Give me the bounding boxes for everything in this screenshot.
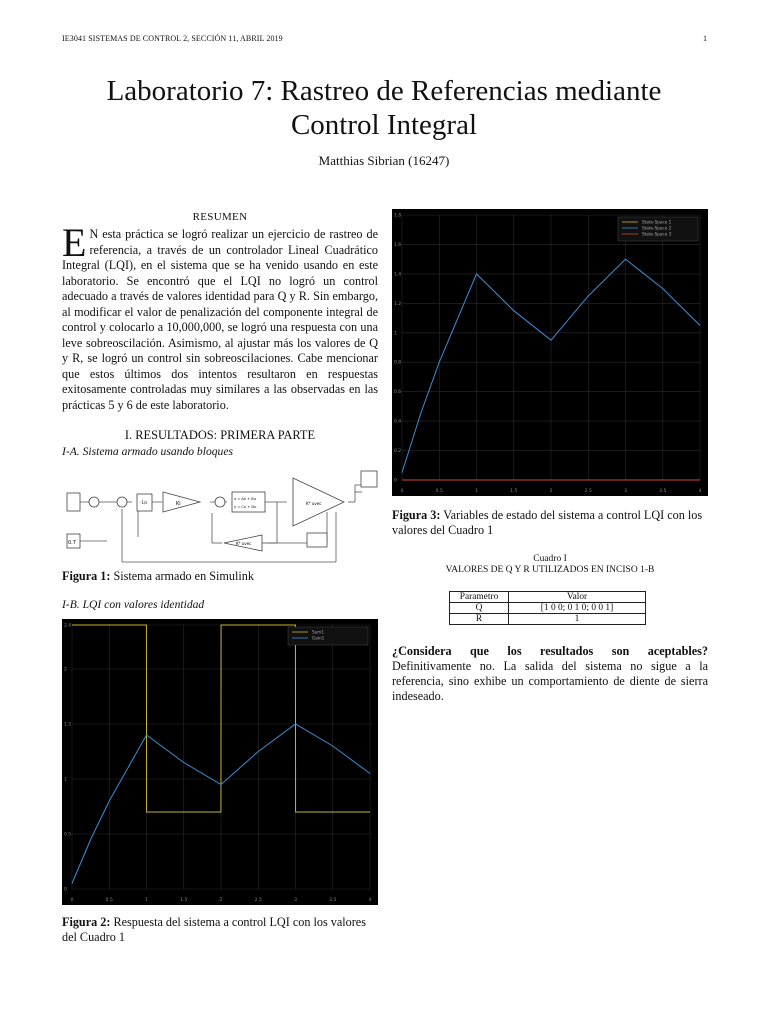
abstract-text: N esta práctica se logró realizar un ejercicio de rastreo de referencia, a través de un controlador Lineal Cuadrático Integral (LQI), en el sistema que se ha venido usando en este laboratorio. Se encontró que el LQI no logró un control adecuado a través de valores identidad para Q y R. Sin embargo, al modificar el valor de penalización del componente integral de control y colocarlo a 10,000,000, se logró una respuesta con una leve sobreoscilación. Asimismo, al ajustar más los valores de Q y R, se logró un control sin sobreoscilaciones. Cabe mencionar que estos últimos dos intentos resultaron en respuestas exitosamente controladas muy similares a las observadas en las prácticas 5 y 6 de este laboratorio.	[62, 227, 378, 412]
step-label: 0.7	[68, 540, 76, 546]
y-tick-label: 0	[64, 887, 67, 893]
x-tick-label: 2.5	[254, 898, 262, 903]
x-tick-label: 1	[475, 489, 478, 494]
x-tick-label: 0	[400, 489, 404, 494]
ki-label: Ki	[176, 501, 181, 507]
subsection-a: I-A. Sistema armado usando bloques	[62, 445, 233, 458]
title-line-2: Control Integral	[290, 109, 478, 141]
legend-entry: State-Space 1	[642, 219, 672, 225]
x-tick-label: 2	[549, 489, 553, 494]
y-tick-label: 1.4	[394, 272, 402, 278]
y-tick-label: 0.8	[394, 360, 402, 366]
y-tick-label: 1.5	[64, 722, 72, 728]
scope-block	[307, 533, 327, 547]
y-tick-label: 1.6	[394, 242, 402, 248]
sum-block-2	[117, 497, 127, 507]
x-tick-label: 0	[70, 898, 74, 903]
ki-gain-block	[163, 492, 200, 512]
sum-block-3	[215, 497, 225, 507]
legend-entry: Gain1	[312, 635, 325, 641]
x-tick-label: 0.5	[435, 489, 443, 494]
x-tick-label: 2	[219, 898, 223, 903]
figure-2-chart	[62, 619, 378, 905]
figure-3-caption	[392, 508, 708, 538]
y-tick-label: 1	[64, 777, 67, 783]
subsection-b: I-B. LQI con valores identidad	[62, 598, 205, 611]
table-header-row	[450, 592, 646, 603]
y-tick-label: 1	[394, 331, 397, 337]
figure-1-label: Figura 1:	[62, 569, 111, 583]
x-tick-label: 2.5	[584, 489, 592, 494]
figure-1-text: Sistema armado en Simulink	[110, 569, 254, 583]
figure-3-svg	[392, 209, 708, 496]
scope-block-2	[361, 471, 377, 487]
y-tick-label: 2.4	[64, 623, 72, 629]
figure-3-label: Figura 3:	[392, 508, 441, 522]
legend-entry: State-Space 2	[642, 225, 672, 231]
figure-1-caption	[62, 569, 378, 584]
c-gain-label: K* uvec	[306, 501, 322, 506]
x-tick-label: 4	[698, 489, 702, 494]
y-tick-label: 0.2	[394, 449, 402, 455]
figure-2-text: Respuesta del sistema a control LQI con los valores del Cuadro 1	[62, 915, 366, 944]
legend-entry: Sum1	[312, 629, 325, 635]
figure-2-caption	[62, 915, 378, 945]
figure-3-chart	[392, 209, 708, 496]
x-tick-label: 1.5	[180, 898, 188, 903]
running-header: IE3041 SISTEMAS DE CONTROL 2, SECCIÓN 11, ABRIL 2019	[62, 34, 283, 43]
table-cell: R	[450, 614, 509, 625]
answer-text: Definitivamente no. La salida del sistema no sigue a la referencia, sino exhibe un comportamiento de diente de sierra indeseado.	[392, 659, 708, 703]
x-tick-label: 3	[624, 489, 627, 494]
table-header-value: Valor	[509, 592, 646, 603]
params-table	[449, 591, 646, 625]
table-cell: [1 0 0; 0 1 0; 0 0 1]	[509, 603, 646, 614]
simulink-diagram	[62, 465, 378, 565]
abstract	[62, 220, 378, 413]
table-row	[450, 614, 646, 625]
table-row	[450, 603, 646, 614]
table-cell: 1	[509, 614, 646, 625]
title-line-1: Laboratorio 7: Rastreo de Referencias mediante	[106, 75, 662, 107]
x-tick-label: 0.5	[105, 898, 113, 903]
table-caption	[392, 554, 708, 576]
x-tick-label: 1	[145, 898, 148, 903]
drop-cap: E	[62, 220, 87, 265]
y-tick-label: 0	[394, 478, 397, 484]
figure-2-svg	[62, 619, 378, 905]
figure-2-label: Figura 2:	[62, 915, 111, 929]
y-tick-label: 0.6	[394, 390, 402, 396]
x-tick-label: 3.5	[659, 489, 667, 494]
simulink-svg	[62, 465, 378, 565]
x-tick-label: 1.5	[510, 489, 518, 494]
signal-generator-block	[67, 493, 80, 511]
y-tick-label: 1.2	[394, 301, 402, 307]
y-tick-label: 1.8	[394, 213, 402, 219]
table-header-param: Parametro	[450, 592, 509, 603]
page-number: 1	[703, 34, 707, 43]
ss-eq-1: x = Ax + Bu	[234, 497, 257, 501]
y-tick-label: 0.4	[394, 419, 402, 425]
author: Matthias Sibrian (16247)	[318, 153, 450, 168]
table-title: VALORES DE Q Y R UTILIZADOS EN INCISO 1-B	[445, 565, 655, 575]
legend-box	[288, 627, 368, 645]
discussion-paragraph	[392, 644, 708, 704]
ss-eq-2: y = Cx + Du	[234, 505, 257, 509]
state-space-block	[232, 492, 265, 512]
y-tick-label: 2	[64, 667, 67, 673]
section-heading: I. RESULTADOS: PRIMERA PARTE	[124, 428, 316, 442]
integrator-label: -1/s	[140, 500, 148, 505]
paper-title	[40, 74, 728, 142]
x-tick-label: 3	[294, 898, 297, 903]
legend-entry: State-Space 3	[642, 231, 672, 237]
table-number: Cuadro I	[533, 554, 567, 564]
y-tick-label: 0.5	[64, 832, 72, 838]
k-gain-label: K* uvec	[236, 541, 252, 546]
abstract-heading: RESUMEN	[192, 211, 248, 223]
figure-3-text: Variables de estado del sistema a control LQI con los valores del Cuadro 1	[392, 508, 703, 537]
question-bold: ¿Considera que los resultados son aceptables?	[392, 644, 708, 658]
x-tick-label: 4	[368, 898, 372, 903]
table-cell: Q	[450, 603, 509, 614]
x-tick-label: 3.5	[329, 898, 337, 903]
sum-block-1	[89, 497, 99, 507]
